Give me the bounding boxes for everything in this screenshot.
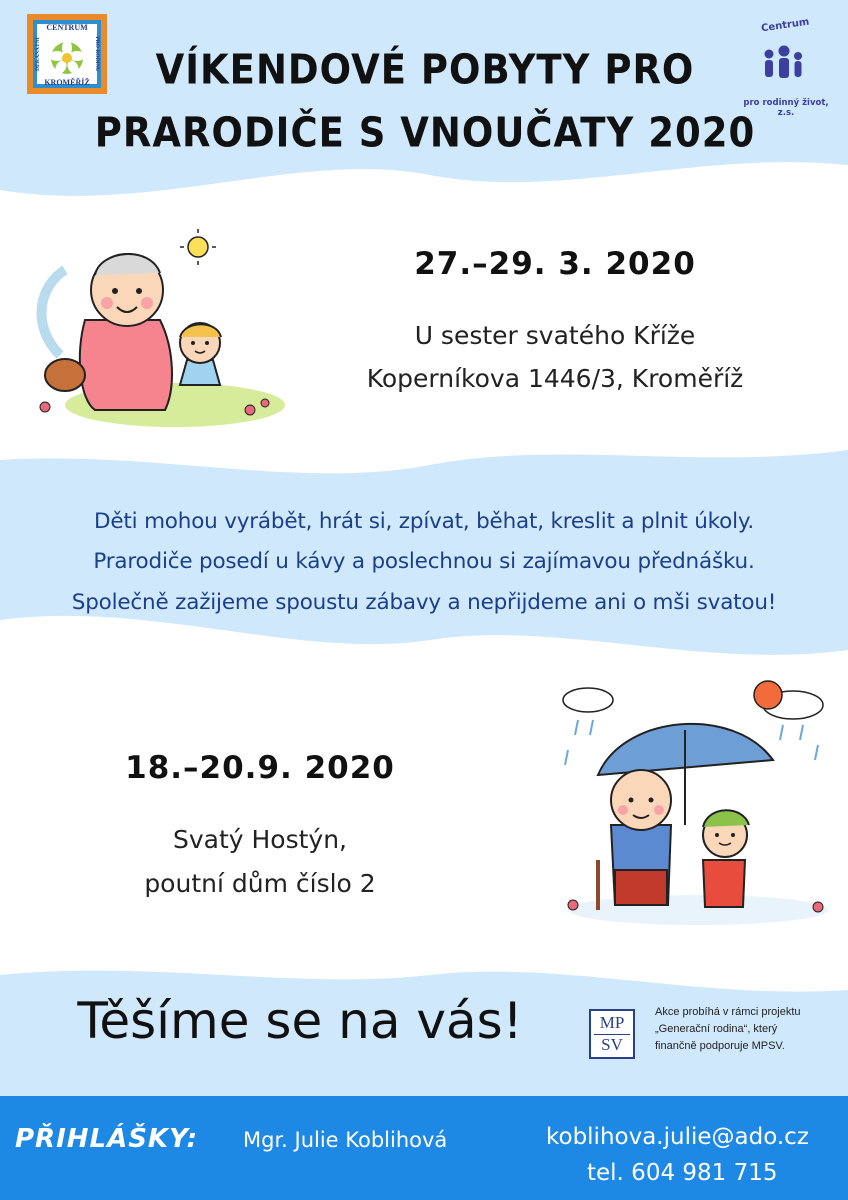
project-note: [655, 1004, 835, 1055]
event-1-place-line-1: U sester svatého Kříže: [414, 321, 696, 350]
logo-right-top-text: Centrum: [760, 16, 811, 35]
contact-phone[interactable]: tel. 604 981 715: [587, 1160, 778, 1186]
logo-right-bottom-text: pro rodinný život, z.s.: [743, 98, 829, 118]
grandfather-grandson-umbrella-illustration: [553, 675, 838, 930]
project-note-line-3: finančně podporuje MPSV.: [655, 1040, 785, 1052]
page-title-line-1: VÍKENDOVÉ POBYTY PRO: [155, 45, 695, 94]
project-note-line-2: „Generační rodina“, který: [655, 1023, 778, 1035]
project-note-line-1: Akce probíhá v rámci projektu: [655, 1006, 801, 1018]
event-2-date: 18.–20.9. 2020: [125, 750, 395, 786]
logo-left-bottom-text: KROMĚŘÍŽ: [44, 78, 90, 87]
contact-email-link[interactable]: koblihova.julie@ado.cz: [546, 1124, 809, 1150]
event-2-place-line-2: poutní dům číslo 2: [144, 869, 376, 898]
logo-left-side-right-text: PRO RODINU: [94, 36, 100, 72]
mpsv-logo-top-text: MP: [599, 1013, 625, 1032]
logo-left-top-text: CENTRUM: [46, 23, 88, 32]
page-title-line-2: PRARODIČE S VNOUČATY 2020: [94, 108, 756, 157]
cloud-icon: [563, 688, 823, 719]
event-2-place-line-1: Svatý Hostýn,: [172, 825, 348, 854]
description-line-3: Společně zažijeme spoustu zábavy a nepřijdeme ani o mši svatou!: [71, 590, 777, 615]
footer-label: PŘIHLÁŠKY:: [15, 1124, 199, 1154]
contact-name: Mgr. Julie Koblihová: [243, 1128, 448, 1152]
greeting-text: Těšíme se na vás!: [77, 992, 523, 1050]
grandmother-granddaughter-illustration: [25, 225, 285, 440]
sun-icon: [754, 681, 782, 709]
sun-icon: [180, 229, 216, 265]
description-line-1: Děti mohou vyrábět, hrát si, zpívat, běhat, kreslit a plnit úkoly.: [94, 509, 754, 534]
mpsv-logo: [589, 1009, 635, 1059]
event-1-place-line-2: Koperníkova 1446/3, Kroměříž: [366, 364, 744, 393]
logo-left-side-left-text: DĚKANÁTNÍ: [35, 37, 41, 71]
description-line-2: Prarodiče posedí u kávy a poslechnou si zajímavou přednášku.: [93, 549, 755, 574]
mpsv-logo-bottom-text: SV: [601, 1035, 623, 1054]
event-1-date: 27.–29. 3. 2020: [414, 246, 696, 282]
